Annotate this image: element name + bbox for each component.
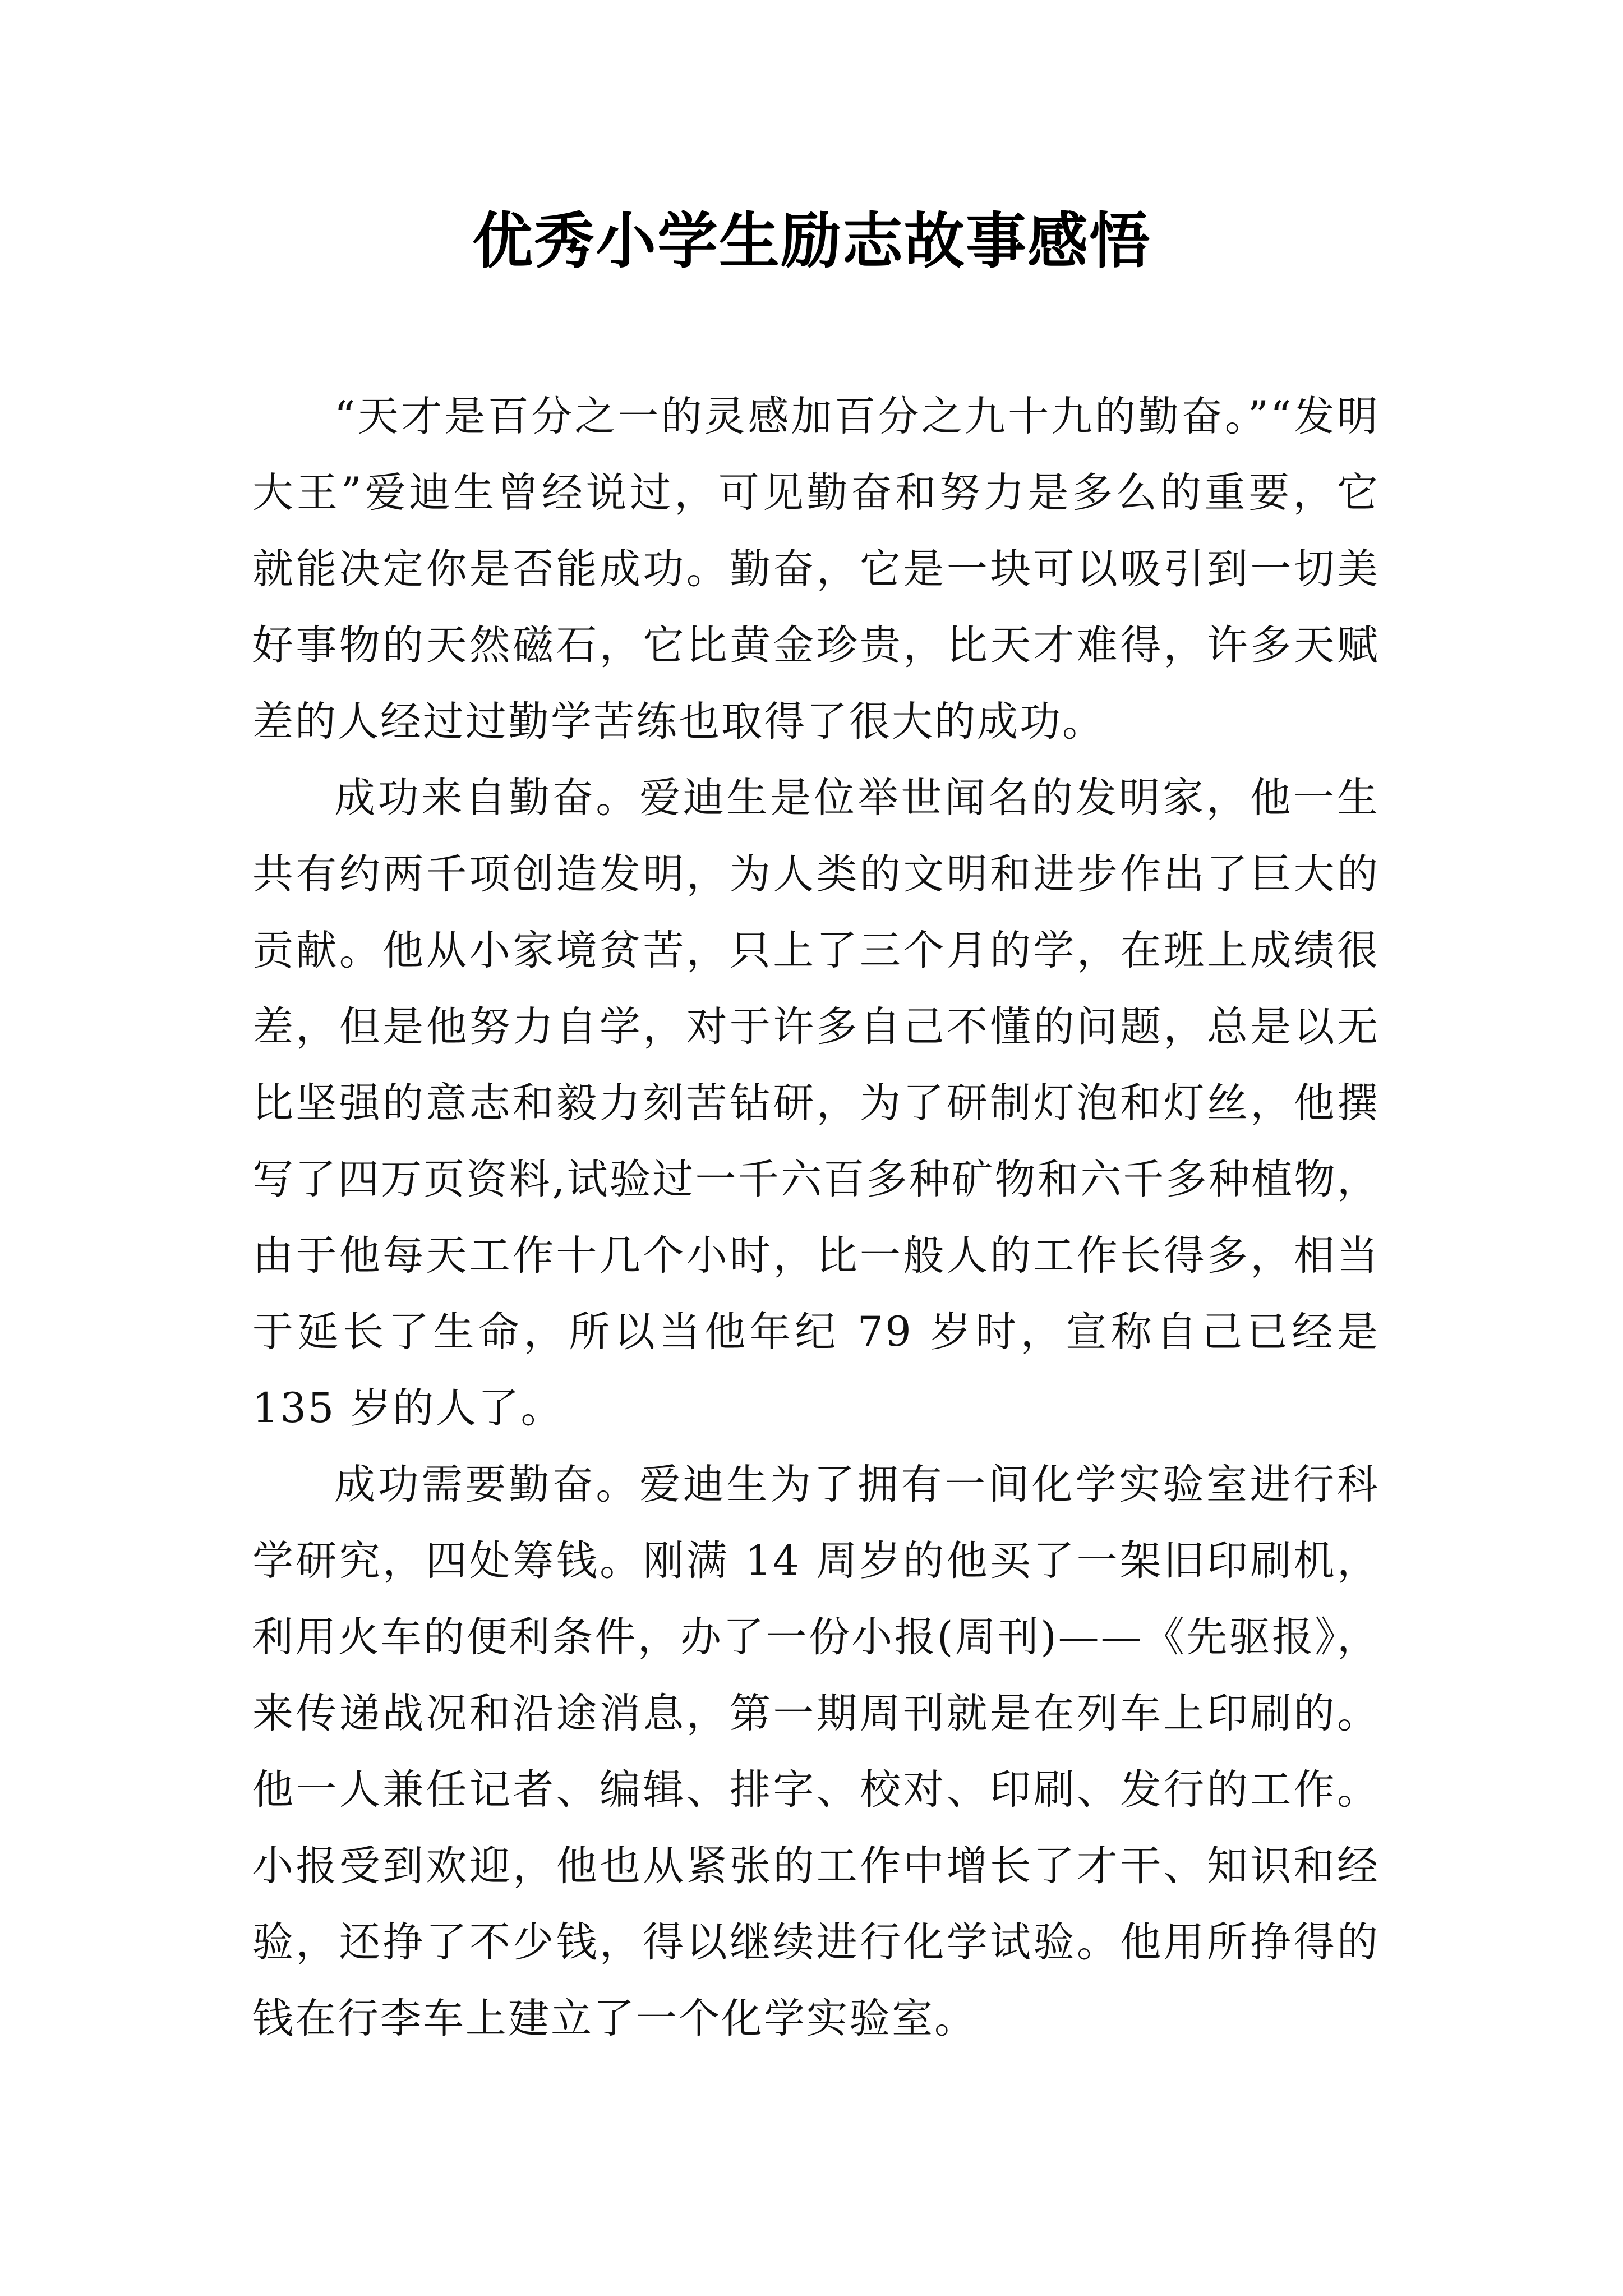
- paragraph-2: 成功来自勤奋。爱迪生是位举世闻名的发明家，他一生共有约两千项创造发明，为人类的文明和进步作出了巨大的贡献。他从小家境贫苦，只上了三个月的学，在班上成绩很差，但是他努力自学，对于许多自己不懂的问题，总是以无比坚强的意志和毅力刻苦钻研，为了研制灯泡和灯丝，他撰写了四万页资料,试验过一千六百多种矿物和六千多种植物，由于他每天工作十几个小时，比一般人的工作长得多，相当于延长了生命，所以当他年纪 79 岁时，宣称自己已经是 135 岁的人了。: [252, 774, 1380, 1432]
- document-title: 优秀小学生励志故事感悟: [472, 206, 1151, 277]
- document-body: [252, 379, 1380, 2057]
- paragraph-3: 成功需要勤奋。爱迪生为了拥有一间化学实验室进行科学研究，四处筹钱。刚满 14 周岁的他买了一架旧印刷机，利用火车的便利条件，办了一份小报(周刊)——《先驱报》，来传递战况和沿途消息，第一期周刊就是在列车上印刷的。他一人兼任记者、编辑、排字、校对、印刷、发行的工作。小报受到欢迎，他也从紧张的工作中增长了才干、知识和经验，还挣了不少钱，得以继续进行化学试验。他用所挣得的钱在行李车上建立了一个化学实验室。: [252, 1461, 1380, 2042]
- paragraph-1: “天才是百分之一的灵感加百分之九十九的勤奋。”“发明大王”爱迪生曾经说过，可见勤奋和努力是多么的重要，它就能决定你是否能成功。勤奋，它是一块可以吸引到一切美好事物的天然磁石，它比黄金珍贵，比天才难得，许多天赋差的人经过过勤学苦练也取得了很大的成功。: [252, 393, 1380, 746]
